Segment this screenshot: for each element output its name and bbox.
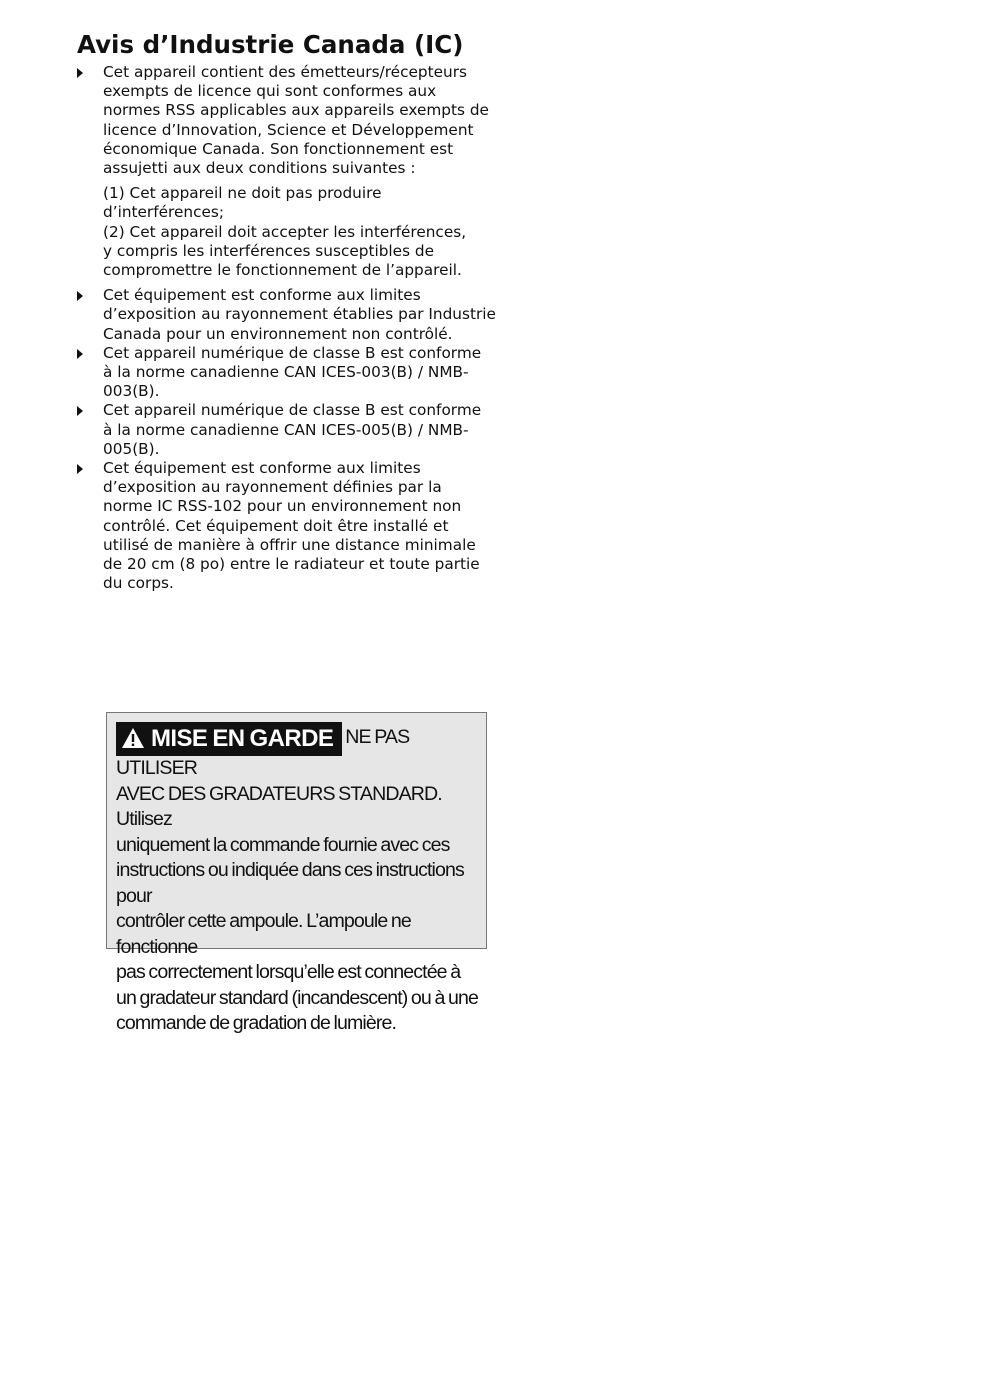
- notice-item: [77, 344, 497, 402]
- notice-item: [77, 286, 497, 344]
- notice-text: Cet appareil numérique de classe B est conforme à la norme canadienne CAN ICES-005(B) / NMB- 005(B).: [103, 401, 482, 458]
- condition-2: (2) Cet appareil doit accepter les interférences, y compris les interférences susceptibles de compromettre le fonctionnement de l’appareil.: [103, 222, 467, 280]
- warning-body: [116, 722, 480, 1037]
- notice-text: Cet appareil contient des émetteurs/récepteurs exempts de licence qui sont conformes aux normes RSS applicables aux appareils exempts de licence d’Innovation, Science et Développement économique Canada. Son fonctionnement est assujetti aux deux conditions suivantes :: [103, 63, 489, 178]
- bullet-triangle-icon: [77, 464, 83, 474]
- notice-item: [77, 401, 497, 459]
- notice-item: [77, 459, 497, 593]
- notice-text: Cet équipement est conforme aux limites d’exposition au rayonnement établies par Industrie Canada pour un environnement non contrôlé.: [103, 286, 496, 343]
- bullet-triangle-icon: [77, 68, 83, 78]
- warning-text: NE PAS UTILISER AVEC DES GRADATEURS STANDARD. Utilisez uniquement la commande fournie avec ces instructions ou indiquée dans ces instructions pour contrôler cette ampoule. L’ampoule ne fonctionne pas correctement lorsqu’elle est connectée à un gradateur standard (incandescent) ou à une commande de gradation de lumière.: [116, 726, 478, 1034]
- notice-list: [77, 63, 497, 593]
- notice-text: Cet appareil numérique de classe B est conforme à la norme canadienne CAN ICES-003(B) / NMB- 003(B).: [103, 343, 482, 401]
- bullet-triangle-icon: [77, 349, 83, 359]
- warning-triangle-icon: [121, 727, 145, 749]
- warning-badge: [116, 722, 342, 756]
- warning-label: MISE EN GARDE: [151, 725, 334, 752]
- conditions-block: [103, 184, 497, 280]
- condition-1: (1) Cet appareil ne doit pas produire d’interférences;: [103, 184, 382, 222]
- bullet-triangle-icon: [77, 291, 83, 301]
- notice-item: [77, 63, 497, 280]
- notice-text: Cet équipement est conforme aux limites d’exposition au rayonnement définies par la norme IC RSS-102 pour un environnement non contrôlé. Cet équipement doit être installé et utilisé de manière à offrir une distance minimale de 20 cm (8 po) entre le radiateur et toute partie du corps.: [103, 459, 480, 593]
- page-heading: Avis d’Industrie Canada (IC): [77, 30, 464, 59]
- bullet-triangle-icon: [77, 406, 83, 416]
- warning-box: [106, 712, 487, 1034]
